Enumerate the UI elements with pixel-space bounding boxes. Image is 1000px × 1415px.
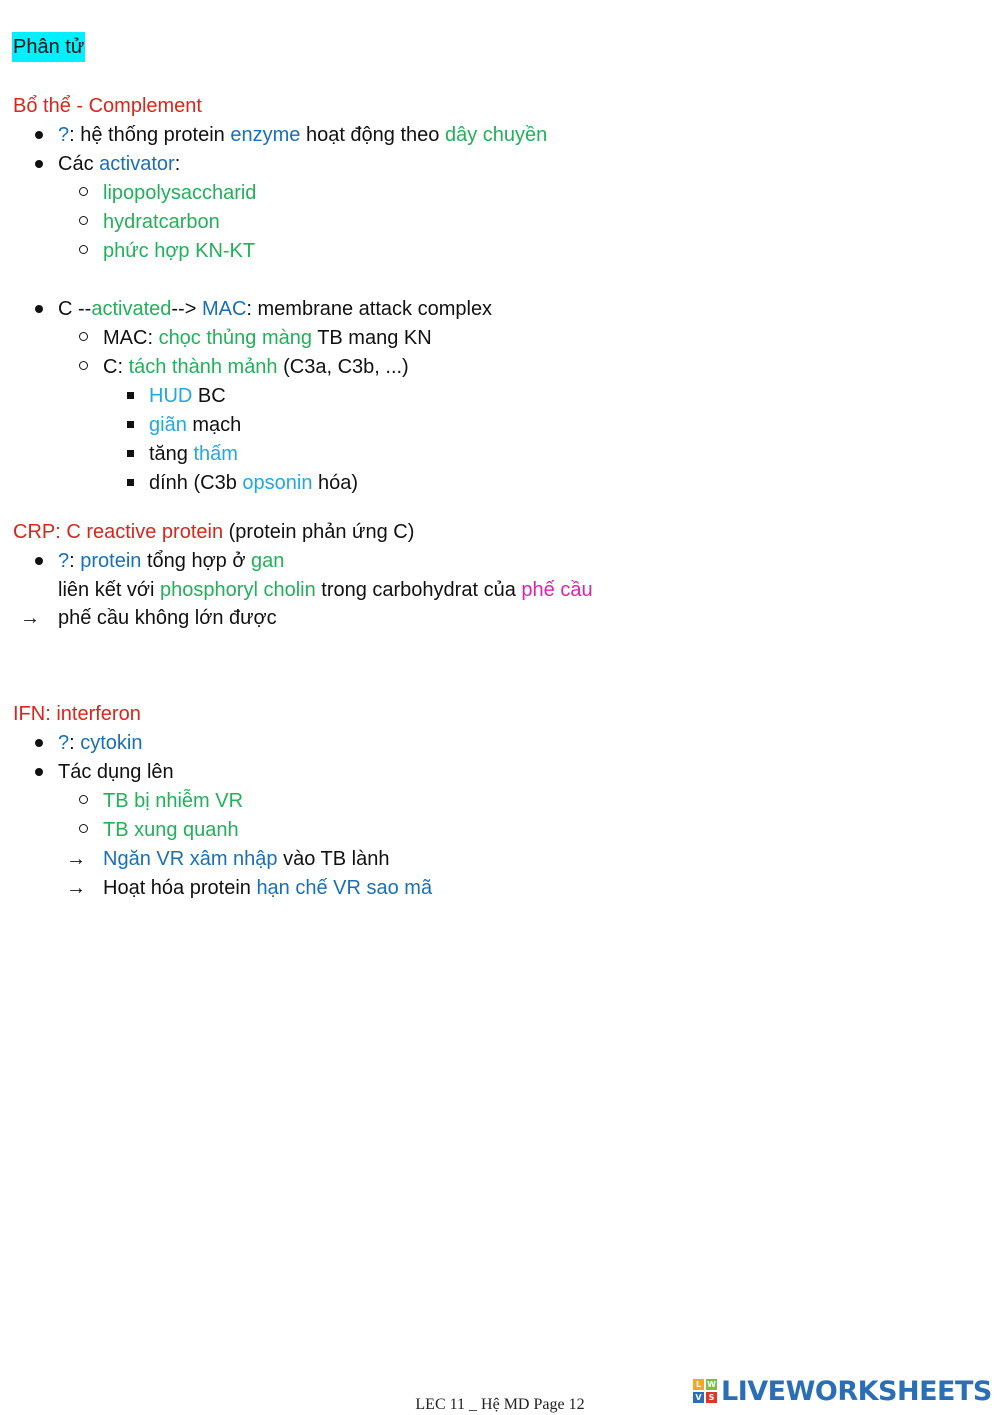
activator-text: hydratcarbon bbox=[103, 211, 220, 233]
bullet-icon bbox=[35, 131, 43, 139]
circle-bullet-icon bbox=[79, 216, 88, 225]
circle-bullet-icon bbox=[79, 332, 88, 341]
item-text: ?: cytokin bbox=[58, 732, 143, 754]
result-text: Hoạt hóa protein hạn chế VR sao mã bbox=[103, 877, 433, 899]
result-text: Ngăn VR xâm nhập vào TB lành bbox=[103, 848, 390, 870]
target-text: TB xung quanh bbox=[103, 819, 239, 841]
bullet-icon bbox=[35, 160, 43, 168]
page-title: Phân tử bbox=[12, 32, 85, 62]
bullet-icon bbox=[35, 739, 43, 747]
activator-text: lipopolysaccharid bbox=[103, 182, 257, 204]
bullet-icon bbox=[35, 557, 43, 565]
ifn-heading: IFN: interferon bbox=[13, 703, 141, 725]
logo-grid-icon bbox=[693, 1379, 717, 1403]
item-text: tăng thấm bbox=[149, 443, 238, 465]
circle-bullet-icon bbox=[79, 795, 88, 804]
arrow-right-icon: → bbox=[20, 607, 40, 629]
item-text: C --activated--> MAC: membrane attack complex bbox=[58, 298, 493, 320]
arrow-right-icon: → bbox=[66, 848, 86, 870]
square-bullet-icon bbox=[127, 479, 134, 486]
item-text: ?: protein tổng hợp ở gan bbox=[58, 550, 285, 572]
target-text: TB bị nhiễm VR bbox=[103, 790, 244, 812]
circle-bullet-icon bbox=[79, 187, 88, 196]
bullet-icon bbox=[35, 305, 43, 313]
bullet-icon bbox=[35, 768, 43, 776]
complement-heading: Bổ thể - Complement bbox=[13, 95, 202, 117]
result-text: phế cầu không lớn được bbox=[58, 607, 277, 629]
circle-bullet-icon bbox=[79, 245, 88, 254]
item-text: liên kết với phosphoryl cholin trong carbohydrat của phế cầu bbox=[58, 579, 593, 601]
logo-cell: L bbox=[693, 1379, 704, 1390]
square-bullet-icon bbox=[127, 392, 134, 399]
activator-text: phức hợp KN-KT bbox=[103, 240, 256, 262]
logo-cell: S bbox=[706, 1392, 717, 1403]
circle-bullet-icon bbox=[79, 361, 88, 370]
liveworksheets-logo bbox=[693, 1373, 992, 1409]
circle-bullet-icon bbox=[79, 824, 88, 833]
item-text: HUD BC bbox=[149, 385, 226, 407]
item-text: giãn mạch bbox=[149, 414, 242, 436]
square-bullet-icon bbox=[127, 450, 134, 457]
item-text: Tác dụng lên bbox=[58, 761, 174, 783]
item-text: ?: hệ thống protein enzyme hoạt động theo dây chuyền bbox=[58, 124, 548, 146]
item-text: MAC: chọc thủng màng TB mang KN bbox=[103, 327, 432, 349]
logo-cell: V bbox=[693, 1392, 704, 1403]
square-bullet-icon bbox=[127, 421, 134, 428]
logo-cell: W bbox=[707, 1380, 716, 1389]
crp-heading: CRP: C reactive protein (protein phản ứng C) bbox=[13, 521, 415, 543]
item-text: C: tách thành mảnh (C3a, C3b, ...) bbox=[103, 356, 409, 378]
arrow-right-icon: → bbox=[66, 877, 86, 899]
logo-text: LIVEWORKSHEETS bbox=[721, 1375, 992, 1407]
item-text: Các activator: bbox=[58, 153, 181, 175]
page-footer: LEC 11 _ Hệ MD Page 12 bbox=[415, 1396, 585, 1413]
item-text: dính (C3b opsonin hóa) bbox=[149, 472, 359, 494]
